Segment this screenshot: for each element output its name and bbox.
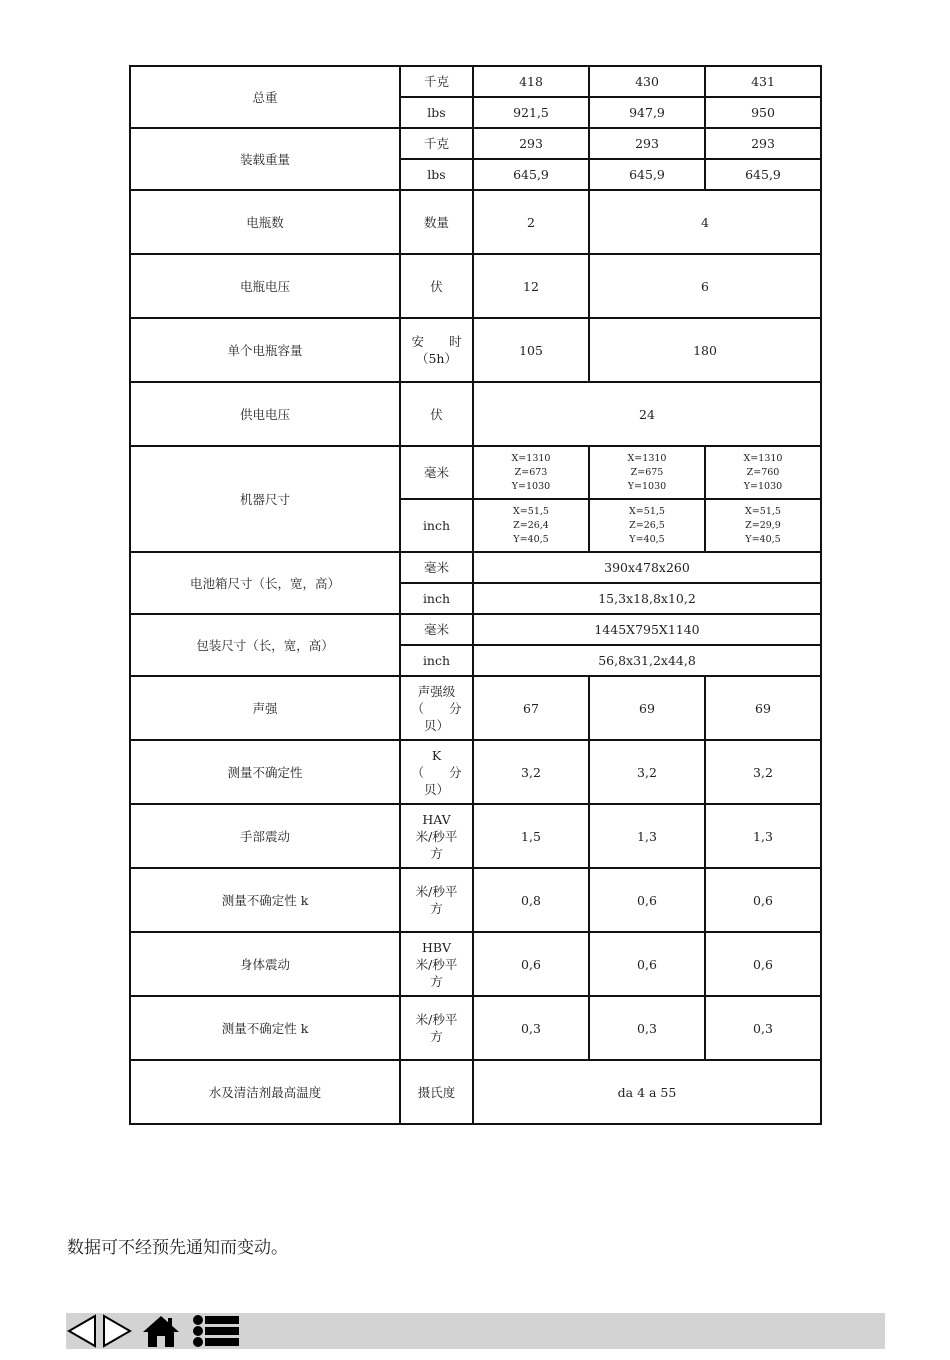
value-cell: 3,2 bbox=[705, 740, 821, 804]
unit-line: 方 bbox=[430, 845, 443, 861]
unit-line: 安 时 bbox=[411, 334, 462, 349]
next-page-icon[interactable] bbox=[101, 1313, 133, 1349]
row-label: 供电电压 bbox=[130, 382, 400, 446]
unit-cell: 数量 bbox=[400, 190, 473, 254]
spec-table bbox=[129, 65, 822, 1125]
unit-cell: 毫米 bbox=[400, 552, 473, 583]
dim-line: Z=29,9 bbox=[745, 519, 781, 531]
home-icon[interactable] bbox=[140, 1313, 182, 1349]
dim-line: X=1310 bbox=[743, 452, 783, 464]
table-row bbox=[130, 996, 821, 1060]
dim-line: Y=1030 bbox=[627, 480, 667, 492]
value-cell: 921,5 bbox=[473, 97, 589, 128]
unit-cell: 毫米 bbox=[400, 446, 473, 499]
value-cell: 1445X795X1140 bbox=[473, 614, 821, 645]
unit-line: 方 bbox=[430, 1029, 443, 1044]
row-label: 测量不确定性 k bbox=[130, 996, 400, 1060]
table-row bbox=[130, 446, 821, 499]
value-cell: 1,5 bbox=[473, 804, 589, 868]
unit-cell: 伏 bbox=[400, 382, 473, 446]
value-cell: 0,6 bbox=[705, 868, 821, 932]
dim-line: Z=673 bbox=[514, 466, 548, 478]
dim-line: Y=40,5 bbox=[513, 533, 549, 545]
table-row bbox=[130, 128, 821, 159]
unit-line: HAV bbox=[422, 811, 451, 827]
unit-line: 米/秒平 bbox=[415, 956, 458, 972]
unit-line: （ 分 bbox=[411, 700, 462, 716]
unit-cell: inch bbox=[400, 583, 473, 614]
value-cell: 645,9 bbox=[705, 159, 821, 190]
value-cell: 293 bbox=[589, 128, 705, 159]
unit-line: 米/秒平 bbox=[415, 1012, 458, 1027]
dim-line: X=1310 bbox=[627, 452, 667, 464]
unit-line: 米/秒平 bbox=[415, 884, 458, 899]
unit-cell bbox=[400, 740, 473, 804]
value-cell: 0,3 bbox=[473, 996, 589, 1060]
table-row bbox=[130, 552, 821, 583]
value-cell: 105 bbox=[473, 318, 589, 382]
row-label: 总重 bbox=[130, 66, 400, 128]
row-label: 电瓶电压 bbox=[130, 254, 400, 318]
unit-cell: inch bbox=[400, 645, 473, 676]
row-label: 水及清洁剂最高温度 bbox=[130, 1060, 400, 1124]
unit-line: （ 分 bbox=[411, 764, 462, 780]
value-cell: 6 bbox=[589, 254, 821, 318]
unit-line: 方 bbox=[430, 901, 443, 916]
dim-line: X=51,5 bbox=[745, 505, 781, 517]
unit-line: （5h） bbox=[415, 351, 457, 366]
value-cell: 645,9 bbox=[473, 159, 589, 190]
row-label: 包装尺寸（长，宽，高） bbox=[130, 614, 400, 676]
dim-line: Y=1030 bbox=[511, 480, 551, 492]
value-cell: 390x478x260 bbox=[473, 552, 821, 583]
value-cell: 3,2 bbox=[473, 740, 589, 804]
table-row bbox=[130, 932, 821, 996]
unit-cell bbox=[400, 804, 473, 868]
bottom-navigation-bar bbox=[66, 1313, 885, 1349]
value-cell: 69 bbox=[589, 676, 705, 740]
unit-cell: inch bbox=[400, 499, 473, 552]
value-cell bbox=[589, 446, 705, 499]
dim-line: Z=760 bbox=[746, 466, 780, 478]
table-row bbox=[130, 676, 821, 740]
value-cell: 56,8x31,2x44,8 bbox=[473, 645, 821, 676]
row-label: 装载重量 bbox=[130, 128, 400, 190]
value-cell: da 4 a 55 bbox=[473, 1060, 821, 1124]
dim-line: X=51,5 bbox=[629, 505, 665, 517]
value-cell: 950 bbox=[705, 97, 821, 128]
unit-line: 米/秒平 bbox=[415, 828, 458, 844]
unit-cell: lbs bbox=[400, 97, 473, 128]
value-cell: 0,6 bbox=[705, 932, 821, 996]
value-cell: 180 bbox=[589, 318, 821, 382]
table-row bbox=[130, 382, 821, 446]
unit-cell bbox=[400, 868, 473, 932]
value-cell: 69 bbox=[705, 676, 821, 740]
value-cell: 2 bbox=[473, 190, 589, 254]
value-cell: 0,6 bbox=[589, 932, 705, 996]
value-cell: 293 bbox=[705, 128, 821, 159]
row-label: 电池箱尺寸（长，宽，高） bbox=[130, 552, 400, 614]
value-cell: 4 bbox=[589, 190, 821, 254]
value-cell bbox=[473, 499, 589, 552]
row-label: 电瓶数 bbox=[130, 190, 400, 254]
value-cell bbox=[589, 499, 705, 552]
unit-cell: 毫米 bbox=[400, 614, 473, 645]
unit-cell bbox=[400, 318, 473, 382]
unit-cell bbox=[400, 932, 473, 996]
table-row bbox=[130, 190, 821, 254]
value-cell: 947,9 bbox=[589, 97, 705, 128]
value-cell bbox=[473, 446, 589, 499]
dim-line: Y=40,5 bbox=[629, 533, 665, 545]
row-label: 测量不确定性 k bbox=[130, 868, 400, 932]
unit-cell: 千克 bbox=[400, 128, 473, 159]
dim-line: Z=26,5 bbox=[629, 519, 665, 531]
row-label: 测量不确定性 bbox=[130, 740, 400, 804]
row-label: 声强 bbox=[130, 676, 400, 740]
value-cell bbox=[705, 446, 821, 499]
value-cell: 15,3x18,8x10,2 bbox=[473, 583, 821, 614]
table-row bbox=[130, 868, 821, 932]
previous-page-icon[interactable] bbox=[66, 1313, 98, 1349]
value-cell: 24 bbox=[473, 382, 821, 446]
value-cell: 0,3 bbox=[705, 996, 821, 1060]
row-label: 手部震动 bbox=[130, 804, 400, 868]
dim-line: X=1310 bbox=[511, 452, 551, 464]
row-label: 机器尺寸 bbox=[130, 446, 400, 552]
dim-line: Y=40,5 bbox=[745, 533, 781, 545]
value-cell: 431 bbox=[705, 66, 821, 97]
unit-line: HBV bbox=[421, 939, 452, 955]
unit-cell: lbs bbox=[400, 159, 473, 190]
unit-cell bbox=[400, 676, 473, 740]
dim-line: Z=26,4 bbox=[513, 519, 549, 531]
value-cell: 293 bbox=[473, 128, 589, 159]
unit-cell bbox=[400, 996, 473, 1060]
value-cell: 0,6 bbox=[589, 868, 705, 932]
table-row bbox=[130, 614, 821, 645]
value-cell: 3,2 bbox=[589, 740, 705, 804]
unit-line: 贝） bbox=[423, 781, 449, 797]
value-cell: 418 bbox=[473, 66, 589, 97]
value-cell: 430 bbox=[589, 66, 705, 97]
unit-cell: 伏 bbox=[400, 254, 473, 318]
dim-line: Y=1030 bbox=[743, 480, 783, 492]
value-cell bbox=[705, 499, 821, 552]
unit-line: 贝） bbox=[423, 717, 449, 733]
contents-list-icon[interactable] bbox=[190, 1313, 242, 1349]
unit-line: K bbox=[431, 747, 442, 763]
unit-cell: 摄氏度 bbox=[400, 1060, 473, 1124]
table-row bbox=[130, 318, 821, 382]
unit-cell: 千克 bbox=[400, 66, 473, 97]
value-cell: 67 bbox=[473, 676, 589, 740]
table-row bbox=[130, 1060, 821, 1124]
table-row bbox=[130, 804, 821, 868]
unit-line: 方 bbox=[430, 973, 443, 989]
value-cell: 12 bbox=[473, 254, 589, 318]
table-row bbox=[130, 66, 821, 97]
table-row bbox=[130, 254, 821, 318]
unit-line: 声强级 bbox=[417, 683, 456, 699]
dim-line: Z=675 bbox=[630, 466, 664, 478]
row-label: 单个电瓶容量 bbox=[130, 318, 400, 382]
table-row bbox=[130, 740, 821, 804]
value-cell: 0,6 bbox=[473, 932, 589, 996]
dim-line: X=51,5 bbox=[513, 505, 549, 517]
value-cell: 0,3 bbox=[589, 996, 705, 1060]
value-cell: 0,8 bbox=[473, 868, 589, 932]
value-cell: 645,9 bbox=[589, 159, 705, 190]
footnote: 数据可不经预先通知而变动。 bbox=[67, 1238, 288, 1258]
value-cell: 1,3 bbox=[589, 804, 705, 868]
row-label: 身体震动 bbox=[130, 932, 400, 996]
value-cell: 1,3 bbox=[705, 804, 821, 868]
